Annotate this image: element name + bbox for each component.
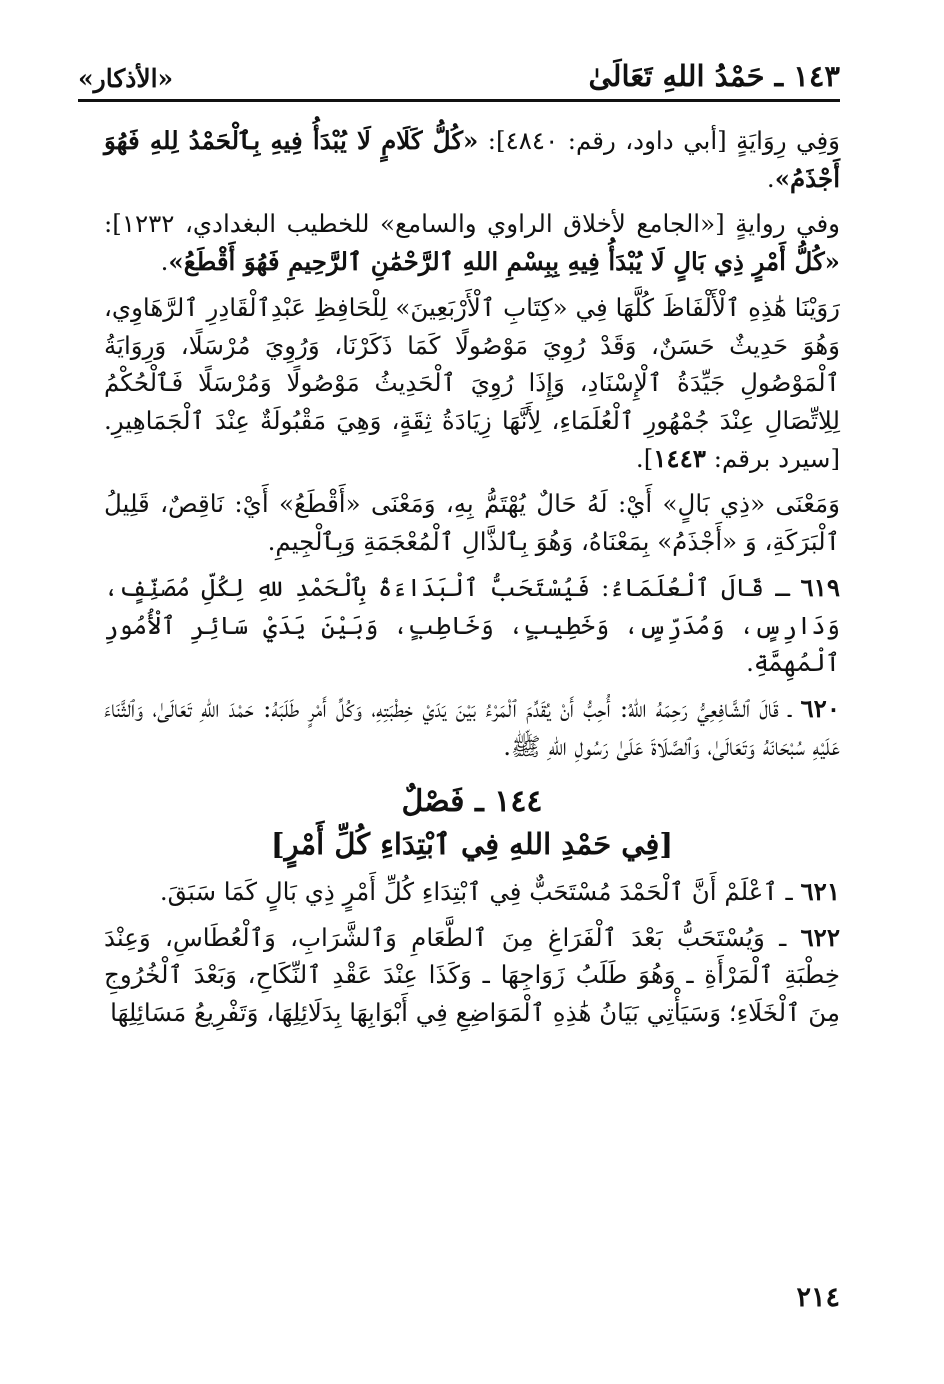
paragraph-620 <box>104 690 840 765</box>
item-number: ٦٢٠ <box>800 694 840 724</box>
page-number: ٢١٤ <box>796 1282 840 1313</box>
para-tail: . <box>160 247 169 277</box>
paragraph-abu-dawud <box>104 122 840 197</box>
paragraph-621 <box>104 873 840 911</box>
running-header <box>78 44 840 102</box>
para-text: ـ قَالَ ٱلْعُلَمَاءُ: فَيُسْتَحَبُّ ٱلْبَدَاءَةُ بِٱلْحَمْدِ للهِ لِكُلِّ مُصَنِّفٍ، وَدَارِسٍ، وَمُدَرِّسٍ، وَخَطِيبٍ، وَخَاطِبٍ، وَبَيْنَ يَدَيْ سَائِرِ ٱلْأُمُورِ ٱلْمُهِمَّةِ. <box>104 572 840 678</box>
para-text: وفي روايةٍ [«الجامع لأخلاق الراوي والسامع» للخطيب البغدادي، ١٢٣٢]: <box>104 209 840 239</box>
hadith-quote: «كُلُّ كَلَامٍ لَا يُبْدَأُ فِيهِ بِٱلْحَمْدُ لِلهِ فَهُوَ أَجْذَمُ» <box>104 126 840 193</box>
section-heading-block <box>104 780 840 866</box>
para-tail: ]. <box>635 443 654 473</box>
para-text: وَفِي رِوَايَةٍ [أبي داود، رقم: ٤٨٤٠]: <box>478 126 840 155</box>
item-number: ٦١٩ <box>800 572 840 602</box>
paragraph-619 <box>104 569 840 682</box>
hadith-quote: «كُلُّ أَمْرٍ ذِي بَالٍ لَا يُبْدَأُ فِيهِ بِبِسْمِ اللهِ ٱلرَّحْمَٰنِ ٱلرَّحِيمِ فَهُوَ أَقْطَعُ» <box>168 247 840 277</box>
book-title: «الأذكار» <box>78 64 174 93</box>
cross-reference-number: ١٤٤٣ <box>653 443 706 473</box>
para-tail: . <box>766 163 775 193</box>
item-number: ٦٢١ <box>800 877 840 907</box>
paragraph-622 <box>104 919 840 1032</box>
page-body <box>104 122 840 1040</box>
para-text: ـ قَالَ ٱلشَّافِعِيُّ رَحِمَهُ اللهُ: أُحِبُّ أَنْ يُقَدِّمَ ٱلْمَرْءُ بَيْنَ يَدَيْ خِطْبَتِهِ، وَكُلِّ أَمْرٍ طَلَبَهُ: حَمْدَ اللهِ تَعَالَىٰ، وَٱلثَّنَاءَ عَلَيْهِ سُبْحَانَهُ وَتَعَالَىٰ، وَٱلصَّلَاةَ عَلَىٰ رَسُولِ اللهِ ﷺ. <box>104 694 840 761</box>
paragraph-meaning <box>104 485 840 560</box>
paragraph-arbaeen <box>104 289 840 478</box>
para-text: وَمَعْنَى «ذِي بَالٍ» أَيْ: لَهُ حَالٌ يُهْتَمُّ بِهِ، وَمَعْنَى «أَقْطَعُ» أَيْ: نَاقِصٌ، قَلِيلُ ٱلْبَرَكَةِ، وَ «أَجْذَمُ» بِمَعْنَاهُ، وَهُوَ بِٱلذَّالِ ٱلْمُعْجَمَةِ وَبِٱلْجِيمِ. <box>104 489 840 557</box>
section-heading: ١٤٤ ـ فَصْلٌ <box>401 783 543 819</box>
section-subheading: [فِي حَمْدِ اللهِ فِي ٱبْتِدَاءِ كُلِّ أَمْرٍ] <box>270 827 674 861</box>
item-number: ٦٢٢ <box>800 922 840 952</box>
chapter-title: ١٤٣ ـ حَمْدُ اللهِ تَعَالَىٰ <box>588 59 840 93</box>
para-text: رَوَيْنَا هَٰذِهِ ٱلْأَلْفَاظَ كُلَّهَا فِي «كِتَابِ ٱلْأَرْبَعِينَ» لِلْحَافِظِ عَبْدِٱلْقَادِرِ ٱلرَّهَاوِي، وَهُوَ حَدِيثٌ حَسَنٌ، وَقَدْ رُوِيَ مَوْصُولًا كَمَا ذَكَرْنَا، وَرُوِيَ مُرْسَلًا، وَرِوَايَةُ ٱلْمَوْصُولِ جَيِّدَةُ ٱلْإِسْنَادِ، وَإِذَا رُوِيَ ٱلْحَدِيثُ مَوْصُولًا وَمُرْسَلًا فَٱلْحُكْمُ لِلِاتِّصَالِ عِنْدَ جُمْهُورِ ٱلْعُلَمَاءِ، لِأَنَّهَا زِيَادَةُ ثِقَةٍ، وَهِيَ مَقْبُولَةٌ عِنْدَ ٱلْجَمَاهِيرِ. [سيرد برقم: <box>104 292 840 473</box>
para-text: ـ وَيُسْتَحَبُّ بَعْدَ ٱلْفَرَاغِ مِنَ ٱلطَّعَامِ وَٱلشَّرَابِ، وَٱلْعُطَاسِ، وَعِنْدَ خِطْبَةِ ٱلْمَرْأَةِ ـ وَهُوَ طَلَبُ زَوَاجِهَا ـ وَكَذَا عِنْدَ عَقْدِ ٱلنِّكَاحِ، وَبَعْدَ ٱلْخُرُوجِ مِنَ ٱلْخَلَاءِ؛ وَسَيَأْتِي بَيَانُ هَٰذِهِ ٱلْمَوَاضِعِ فِي أَبْوَابِهَا بِدَلَائِلِهَا، وَتَفْرِيعُ مَسَائِلِهَا <box>104 922 840 1028</box>
para-text: ـ ٱعْلَمْ أَنَّ ٱلْحَمْدَ مُسْتَحَبٌّ فِي ٱبْتِدَاءِ كُلِّ أَمْرٍ ذِي بَالٍ كَمَا سَبَقَ. <box>159 877 801 907</box>
paragraph-khatib <box>104 205 840 280</box>
